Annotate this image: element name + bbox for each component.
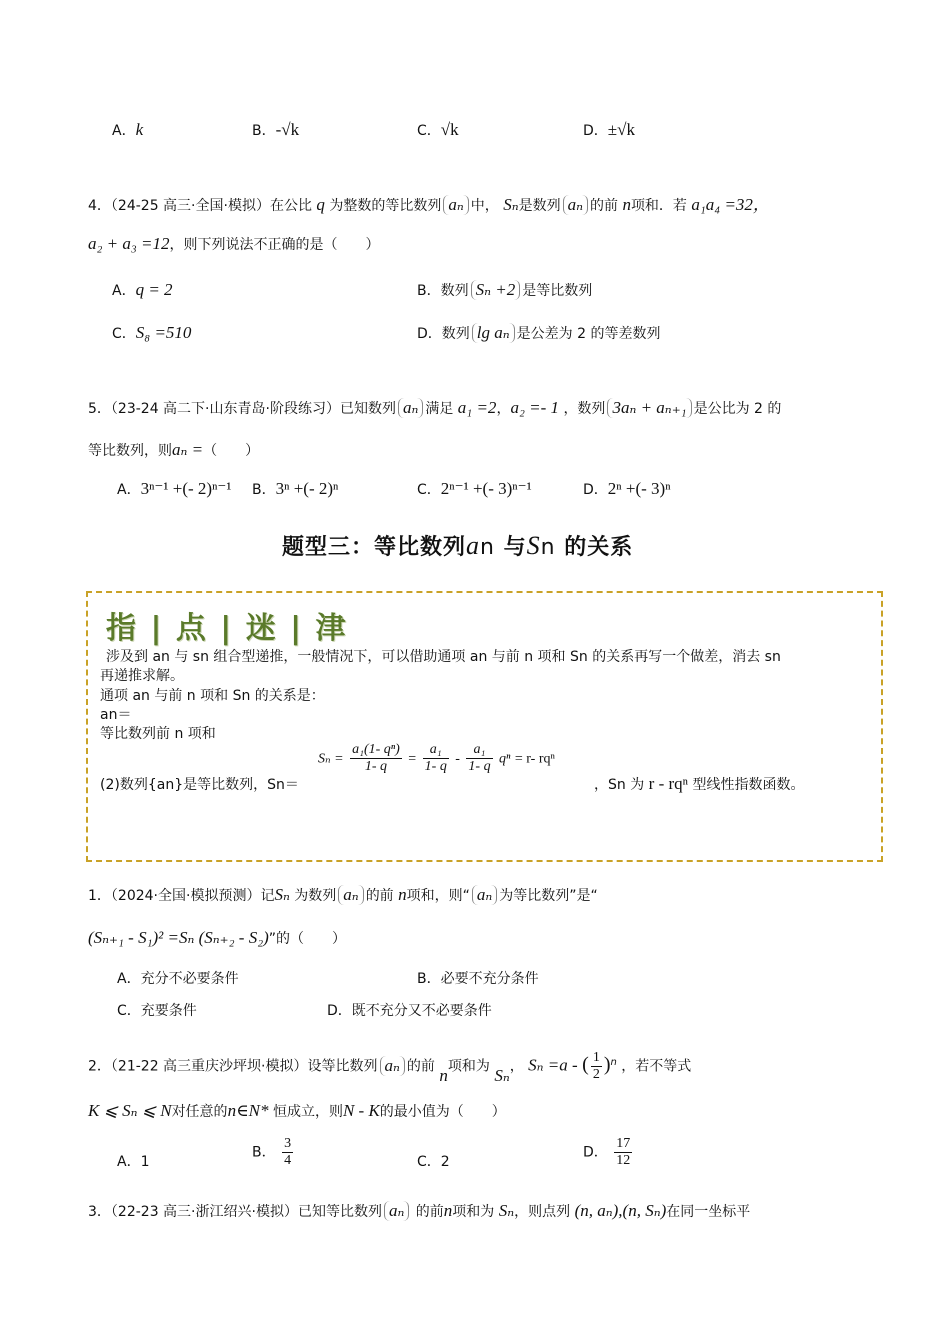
q3-option-d: D．±√k [583,120,635,139]
tip-line4: an＝ [100,707,132,723]
q4-option-c: C．S₈ =510 [112,323,192,342]
p1-option-c: C．充要条件 [117,1003,197,1019]
q5-option-c: C．2ⁿ⁻¹ +(- 3)ⁿ⁻¹ [417,479,532,498]
p1-option-a: A．充分不必要条件 [117,971,239,987]
q5-option-a: A．3ⁿ⁻¹ +(- 2)ⁿ⁻¹ [117,479,232,498]
p2-stem-line2: K ⩽ Sₙ ⩽ N对任意的n∈N* 恒成立，则N - K的最小值为（ ） [88,1101,506,1120]
p2-option-c: C．2 [417,1154,450,1170]
tip-line5: 等比数列前 n 项和 [100,726,216,742]
p2-option-b: B． $\frac{3}{4}$ [252,1136,292,1168]
p1-stem-line1: 1．（2024·全国·模拟预测）记Sₙ 为数列 aₙ 的前 n项和，则“ aₙ 为等比数列”是“ [88,885,598,904]
q3-option-c: C．√k [417,120,459,139]
p2-stem-line1: 2．（21-22 高三重庆沙坪坝·模拟）设等比数列 aₙ 的前 n项和为 Sₙ， Sₙ =a - ( $\frac{1}{2}$ )$^n$ ，若不等式 [88,1050,692,1085]
q4-option-d: D．数列 lg aₙ 是公差为 2 的等差数列 [417,323,661,342]
tip-line3: 通项 an 与前 n 项和 Sn 的关系是： [100,688,325,704]
section-title: 题型三：等比数列an 与Sn 的关系 [282,531,634,560]
q4-option-b: B．数列 Sₙ +2 是等比数列 [417,280,593,299]
p1-option-d: D．既不充分又不必要条件 [327,1003,492,1019]
tip-line6-prefix: (2)数列{an}是等比数列，Sn＝ [100,777,299,793]
q5-option-b: B．3ⁿ +(- 2)ⁿ [252,479,339,498]
p1-option-b: B．必要不充分条件 [417,971,539,987]
q5-stem-line1: 5．（23-24 高二下·山东青岛·阶段练习）已知数列 aₙ 满足 a₁ =2，a₂ =- 1 ，数列 3aₙ + aₙ₊₁ 是公比为 2 的 [88,398,782,417]
q3-option-a: A．k [112,120,144,139]
tip-line6-tail: ，Sn 为 r - rqⁿ 型线性指数函数。 [594,774,805,793]
tip-line1: 涉及到 an 与 sn 组合型递推，一般情况下，可以借助通项 an 与前 n 项和 Sn 的关系再写一个做差，消去 sn [106,649,781,665]
tip-heading: 指 | 点 | 迷 | 津 [106,611,348,646]
q4-option-a: A．q = 2 [112,280,173,299]
p1-stem-line2: (Sₙ₊₁ - S₁)² =Sₙ (Sₙ₊₂ - S₂)”的（ ） [88,928,347,947]
q5-option-d: D．2ⁿ +(- 3)ⁿ [583,479,671,498]
p3-stem-line1: 3．（22-23 高三·浙江绍兴·模拟）已知等比数列 aₙ 的前n项和为 Sₙ，则点列 (n, aₙ),(n, Sₙ)在同一坐标平 [88,1201,751,1220]
p2-option-d: D． $\frac{17}{12}$ [583,1136,631,1168]
q4-stem-line1: 4．（24-25 高三·全国·模拟）在公比 q 为整数的等比数列 aₙ 中， Sₙ是数列 aₙ 的前 n项和．若 a₁a₄ =32， [88,195,770,214]
p2-option-a: A．1 [117,1154,150,1170]
q4-stem-line2: a₂ + a₃ =12，则下列说法不正确的是（ ） [88,234,380,253]
q3-option-b: B．-√k [252,120,300,139]
geometric-sum-formula: Sₙ = $\frac{\text{a₁(1- qⁿ)}}{1- q}$ = $\frac{\text{a₁}}{1- q}$ - $\frac{\text{a₁}}{1- q}$ qⁿ = r- rqⁿ [318,742,555,774]
tip-line2: 再递推求解。 [100,668,184,684]
q5-stem-line2: 等比数列，则aₙ =（ ） [88,440,260,459]
